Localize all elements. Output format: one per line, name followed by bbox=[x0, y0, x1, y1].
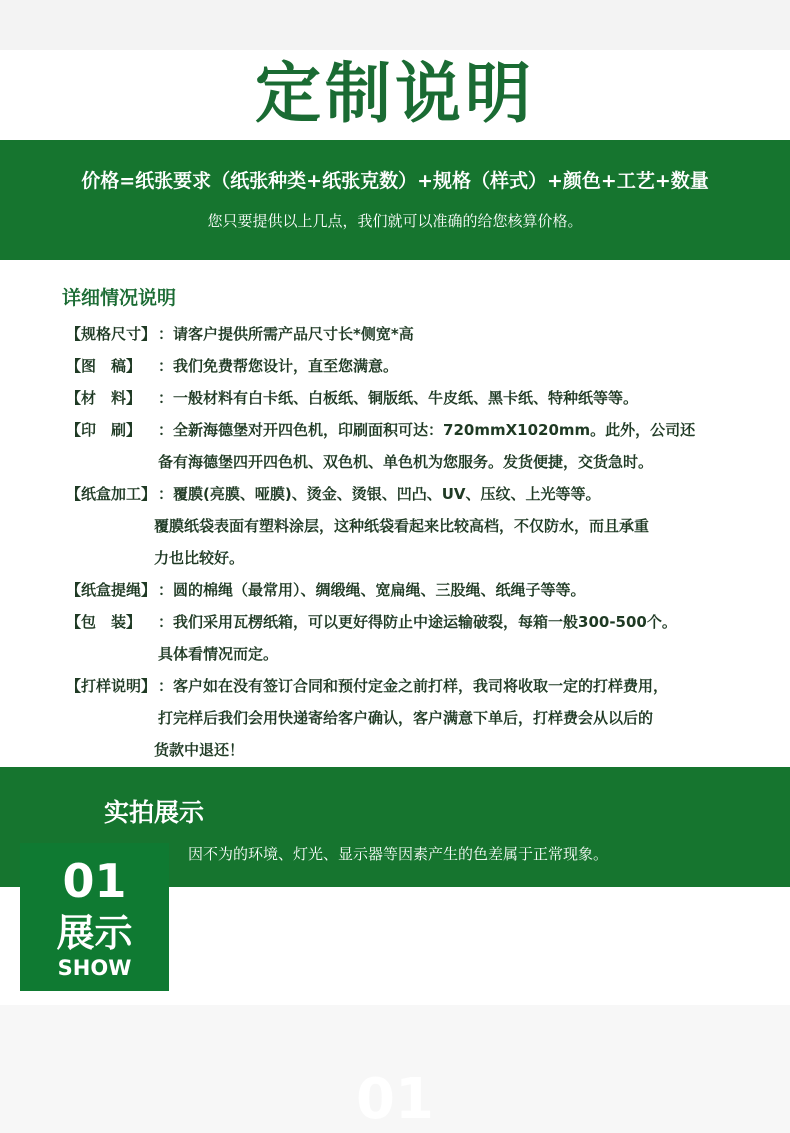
detail-text: ：一般材料有白卡纸、白板纸、铜版纸、牛皮纸、黑卡纸、特种纸等等。 bbox=[158, 389, 639, 407]
page-title: 定制说明 bbox=[255, 55, 535, 132]
detail-text: ：我们免费帮您设计，直至您满意。 bbox=[158, 357, 399, 375]
detail-item-packaging bbox=[66, 606, 746, 670]
detail-text: ：全新海德堡对开四色机，印刷面积可达：720mmX1020mm。此外，公司还 bbox=[158, 421, 696, 439]
detail-text: ：我们采用瓦楞纸箱，可以更好得防止中途运输破裂，每箱一般300-500个。 bbox=[158, 613, 677, 631]
detail-text-continued: 力也比较好。 bbox=[154, 549, 245, 567]
detail-item-sampling bbox=[66, 670, 746, 766]
detail-label: 【包 装】 bbox=[66, 613, 142, 631]
detail-text-continued: 备有海德堡四开四色机、双色机、单色机为您服务。发货便捷，交货急时。 bbox=[158, 453, 654, 471]
detail-text: ：客户如在没有签订合同和预付定金之前打样，我司将收取一定的打样费用， bbox=[158, 677, 669, 695]
details-heading: 详细情况说明 bbox=[62, 287, 177, 309]
detail-label: 【打样说明】 bbox=[66, 677, 157, 695]
detail-label: 【印 刷】 bbox=[66, 421, 142, 439]
detail-text-continued: 打完样后我们会用快递寄给客户确认，客户满意下单后，打样费会从以后的 bbox=[158, 709, 654, 727]
show-badge bbox=[20, 843, 169, 991]
detail-text-continued: 具体看情况而定。 bbox=[158, 645, 279, 663]
detail-label: 【规格尺寸】 bbox=[66, 325, 157, 343]
detail-text: ：请客户提供所需产品尺寸长*侧宽*高 bbox=[158, 325, 414, 343]
product-photo-area bbox=[0, 1005, 790, 1133]
detail-text: ：覆膜(亮膜、哑膜)、烫金、烫银、凹凸、UV、压纹、上光等等。 bbox=[158, 485, 601, 503]
photo-showcase-title: 实拍展示 bbox=[104, 798, 205, 827]
detail-item-box-processing bbox=[66, 478, 746, 574]
photo-showcase-note: 因不为的环境、灯光、显示器等因素产生的色差属于正常现象。 bbox=[188, 845, 609, 863]
details-list bbox=[66, 318, 746, 766]
photo-number: 01 bbox=[356, 1067, 434, 1132]
detail-item-printing bbox=[66, 414, 746, 478]
top-band bbox=[0, 0, 790, 50]
detail-text-continued: 货款中退还！ bbox=[154, 741, 245, 759]
show-number: 01 bbox=[62, 854, 127, 908]
detail-label: 【纸盒加工】 bbox=[66, 485, 157, 503]
detail-item-artwork bbox=[66, 350, 746, 382]
show-label-cn: 展示 bbox=[56, 911, 133, 955]
detail-label: 【纸盒提绳】 bbox=[66, 581, 157, 599]
detail-label: 【图 稿】 bbox=[66, 357, 142, 375]
detail-item-handle-rope bbox=[66, 574, 746, 606]
detail-label: 【材 料】 bbox=[66, 389, 142, 407]
price-formula-banner bbox=[0, 140, 790, 260]
show-label-en: SHOW bbox=[57, 956, 132, 980]
price-formula: 价格=纸张要求（纸张种类+纸张克数）+规格（样式）+颜色+工艺+数量 bbox=[81, 170, 709, 192]
detail-text-continued: 覆膜纸袋表面有塑料涂层，这种纸袋看起来比较高档，不仅防水，而且承重 bbox=[154, 517, 650, 535]
detail-item-size bbox=[66, 318, 746, 350]
price-formula-subtitle: 您只要提供以上几点，我们就可以准确的给您核算价格。 bbox=[207, 212, 583, 230]
detail-item-material bbox=[66, 382, 746, 414]
detail-text: ：圆的棉绳（最常用）、绸缎绳、宽扁绳、三股绳、纸绳子等等。 bbox=[158, 581, 586, 599]
